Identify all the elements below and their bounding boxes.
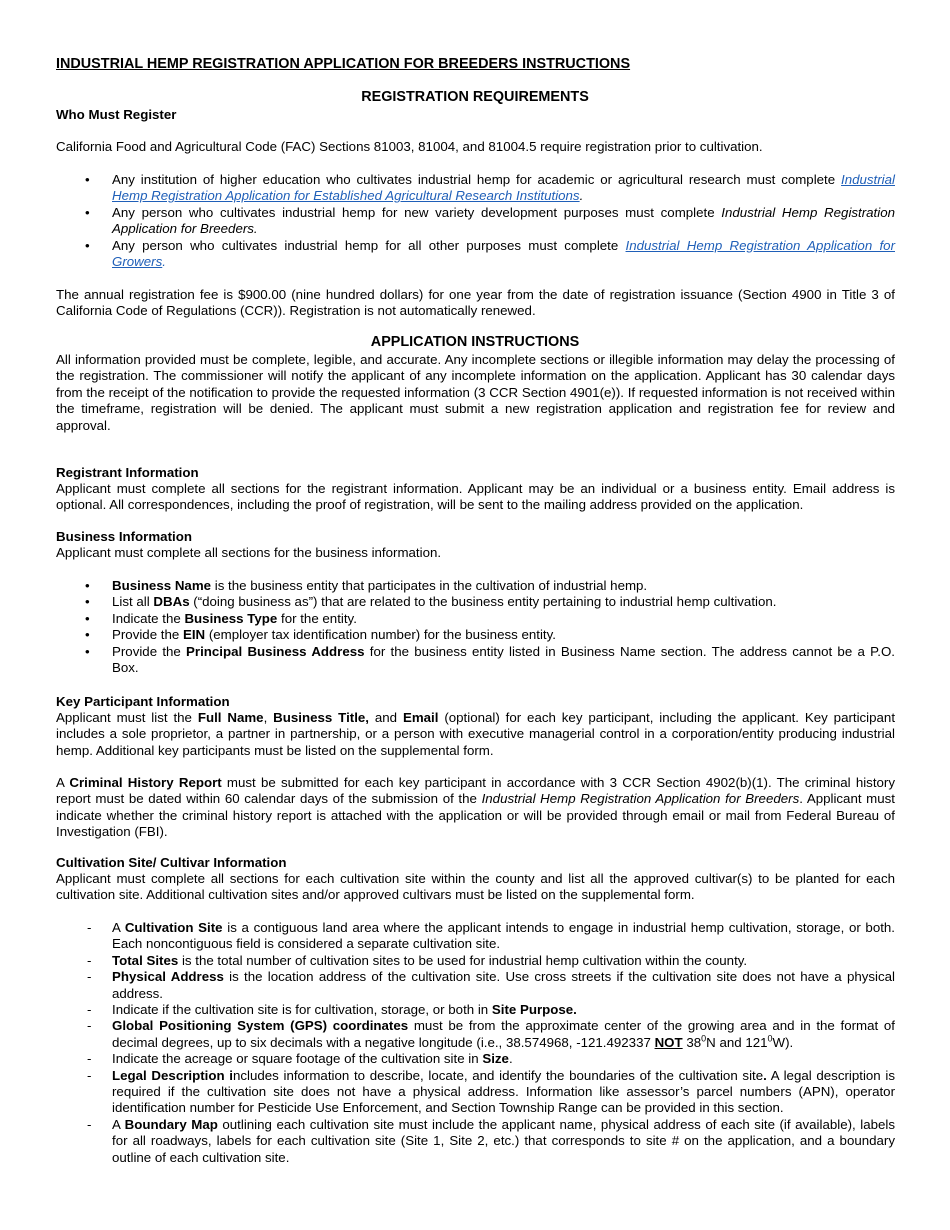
business-information-text: Applicant must complete all sections for the business information. xyxy=(56,545,442,560)
cultivation-site-list xyxy=(56,920,895,1166)
key-participant-text: Applicant must list the Full Name, Business Title, and Email (optional) for each key participant, including the applicant. Key participant includes a sole proprietor, a partner in partnership, or a person with executive managerial control in a corporation/entity producing industrial hemp. Additional key participants must be listed on the supplemental form. xyxy=(56,710,896,758)
list-item: - Legal Description includes information to describe, locate, and identify the boundaries of the cultivation site. A legal description is required if the cultivation site does not have a physical address. Information like assessor’s parcel numbers (APN), operator identification number for Pesticide Use Enforcement, and Section Township Range can be provided in this section. xyxy=(56,1068,895,1117)
business-information-list xyxy=(56,578,895,676)
who-must-register-heading: Who Must Register xyxy=(56,107,177,122)
key-participant-heading: Key Participant Information xyxy=(56,694,230,709)
registration-fee-text: The annual registration fee is $900.00 (nine hundred dollars) for one year from the date of registration issuance (Section 4900 in Title 3 of California Code of Regulations (CCR)). Registration is not automatically renewed. xyxy=(56,287,895,319)
list-item: - A Cultivation Site is a contiguous land area where the applicant intends to engage in industrial hemp cultivation, storage, or both. Each noncontiguous field is considered a separate cultivation site. xyxy=(56,920,895,953)
registration-requirements-heading: REGISTRATION REQUIREMENTS xyxy=(361,89,589,105)
application-instructions-heading: APPLICATION INSTRUCTIONS xyxy=(370,334,580,350)
business-information-heading: Business Information xyxy=(56,529,192,544)
registrant-information-text: Applicant must complete all sections for the registrant information. Applicant may be an individual or a business entity. Email address is optional. All correspondences, including the proof of registration, will be sent to the mailing address provided on the application. xyxy=(56,481,895,513)
list-item: - Global Positioning System (GPS) coordinates must be from the approximate center of the growing area and in the format of decimal degrees, up to six decimals with a negative longitude (i.e., 38.574968, -121.492337 NOT $38^0N$ and $121^0W$). xyxy=(56,1018,895,1051)
list-item: • Provide the EIN (employer tax identification number) for the business entity. xyxy=(56,627,895,643)
list-item: • Business Name is the business entity that participates in the cultivation of industrial hemp. xyxy=(56,578,895,594)
registrant-information-heading: Registrant Information xyxy=(56,465,199,480)
who-must-register-text: California Food and Agricultural Code (FAC) Sections 81003, 81004, and 81004.5 require registration prior to cultivation. xyxy=(56,139,763,154)
list-item: - Physical Address is the location address of the cultivation site. Use cross streets if the cultivation site does not have a physical address. xyxy=(56,969,895,1002)
application-instructions-text: All information provided must be complete, legible, and accurate. Any incomplete sections or illegible information may delay the processing of the registration. The commissioner will notify the applicant of any incomplete information on the application. Applicant has 30 calendar days from the receipt of the notification to provide the requested information (3 CCR Section 4901(e)). If requested information is not received within the timeframe, registration will be denied. The applicant must submit a new registration application and registration fee for review and approval. xyxy=(56,352,895,433)
list-item: • Indicate the Business Type for the entity. xyxy=(56,611,895,627)
cultivation-site-heading: Cultivation Site/ Cultivar Information xyxy=(56,855,287,870)
growers-application-link[interactable]: Industrial Hemp Registration Application for Growers xyxy=(112,237,895,270)
research-institutions-application-link[interactable]: Industrial Hemp Registration Application for Established Agricultural Research Institutions xyxy=(112,172,895,204)
list-item: - A Boundary Map outlining each cultivation site must include the applicant name, physical address of each site (if available), labels for all roadways, labels for each cultivation site (Site 1, Site 2, etc.) that corresponds to site # on the application, and a boundary outline of each cultivation site. xyxy=(56,1117,895,1166)
list-item: • Provide the Principal Business Address for the business entity listed in Business Name section. The address cannot be a P.O. Box. xyxy=(56,644,895,677)
list-item: - Indicate if the cultivation site is for cultivation, storage, or both in Site Purpose. xyxy=(56,1002,895,1018)
list-item: • Any institution of higher education who cultivates industrial hemp for academic or agricultural research must complete Industrial Hemp Registration Application for Established Agricultural Research Institutions. xyxy=(56,172,895,205)
document-title: INDUSTRIAL HEMP REGISTRATION APPLICATION FOR BREEDERS INSTRUCTIONS xyxy=(56,56,631,72)
list-item: • Any person who cultivates industrial hemp for new variety development purposes must complete Industrial Hemp Registration Application for Breeders. xyxy=(56,205,895,238)
list-item: • List all DBAs (“doing business as”) that are related to the business entity pertaining to industrial hemp cultivation. xyxy=(56,594,895,610)
list-item: • Any person who cultivates industrial hemp for all other purposes must complete Industrial Hemp Registration Application for Growers. xyxy=(56,238,895,271)
registration-type-list xyxy=(56,172,895,270)
criminal-history-text: A Criminal History Report must be submitted for each key participant in accordance with 3 CCR Section 4902(b)(1). The criminal history report must be dated within 60 calendar days of the submission of the Industrial Hemp Registration Application for Breeders. Applicant must indicate whether the criminal history report is attached with the application or will be provided through email or mail from Federal Bureau of Investigation (FBI). xyxy=(56,775,895,840)
list-item: - Total Sites is the total number of cultivation sites to be used for industrial hemp cultivation within the county. xyxy=(56,953,895,969)
list-item: - Indicate the acreage or square footage of the cultivation site in Size. xyxy=(56,1051,895,1067)
cultivation-site-text: Applicant must complete all sections for each cultivation site within the county and list all the approved cultivar(s) to be planted for each cultivation site. Additional cultivation sites and/or approved cultivars must be listed on the supplemental form. xyxy=(56,871,895,903)
